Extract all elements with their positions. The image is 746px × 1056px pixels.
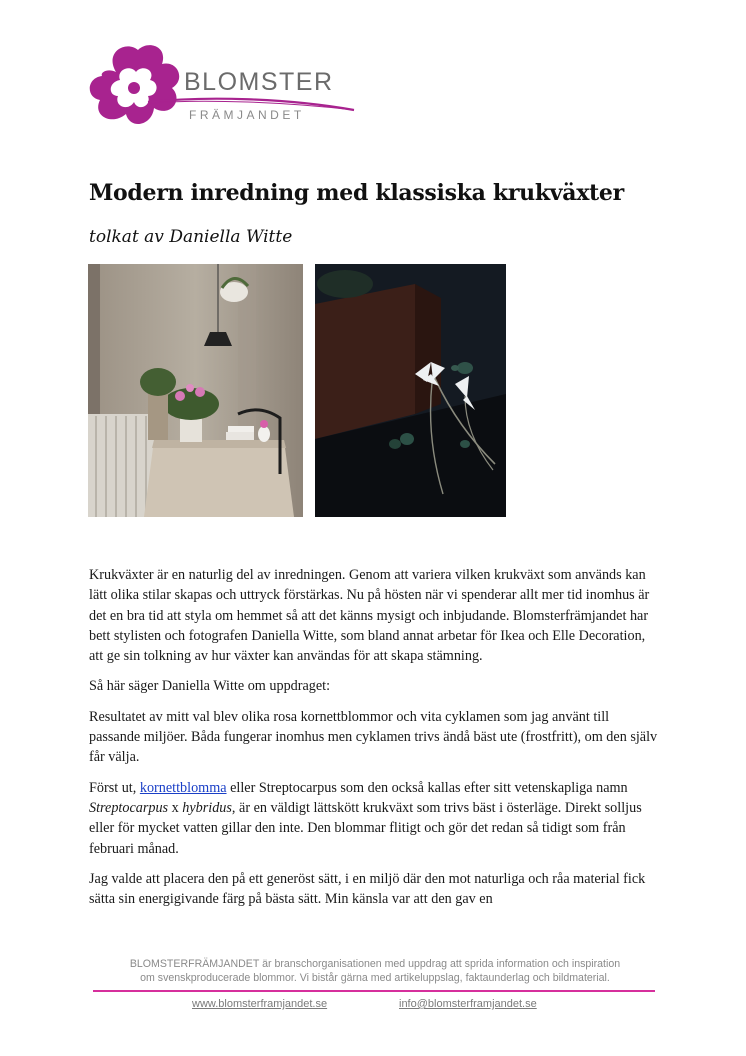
text-span: x (168, 799, 183, 816)
article-title: Modern inredning med klassiska krukväxter (89, 180, 624, 206)
interior-photo (88, 264, 303, 517)
paragraph-streptocarpus (89, 778, 659, 859)
text-span: , är en väldigt lättskött krukväxt som trivs bäst i österläge. Direkt solljus eller för mycket vatten gillar den inte. Den blommar flitigt och gör det redan så tidigt som från februari månad. (89, 799, 642, 857)
article-byline: tolkat av Daniella Witte (89, 227, 293, 247)
paragraph-quote-lead: Så här säger Daniella Witte om uppdraget: (89, 678, 331, 695)
website-link[interactable]: www.blomsterframjandet.se (192, 998, 328, 1010)
kornettblomma-link[interactable]: kornettblomma (139, 779, 227, 796)
latin-name: Streptocarpus (89, 799, 169, 816)
footer-line-2: om svenskproducerade blommor. Vi bistår gärna med artikeluppslag, faktaunderlag och bildmaterial. (140, 972, 610, 984)
logo-subname: FRÄMJANDET (189, 108, 305, 122)
footer-description (92, 957, 658, 985)
brand-logo (86, 42, 366, 137)
paragraph-intro: Krukväxter är en naturlig del av inredningen. Genom att variera vilken krukväxt som används kan lätt olika stilar skapas och uttryck förstärkas. Nu på hösten när vi spenderar allt mer tid inomhus är det en bra tid att styla om hemmet så att det känns mysigt och inbjudande. Blomsterfrämjandet har bett stylisten och fotografen Daniella Witte, som bland annat arbetar för Ikea och Elle Decoration, att ge sin tolkning av hur växter kan användas för att skapa stämning. (89, 567, 650, 665)
latin-name: hybridus (182, 799, 232, 816)
footer-divider (93, 990, 655, 992)
text-span: Först ut, (89, 779, 140, 796)
paragraph-result: Resultatet av mitt val blev olika rosa kornettblommor och vita cyklamen som jag använt till passande miljöer. Båda fungerar inomhus men cyklamen trivs ändå bäst ute (frostfritt), om den själv får välja. (89, 708, 658, 766)
article-body (89, 565, 659, 919)
paragraph-placement: Jag valde att placera den på ett generöst sätt, i en miljö där den mot naturliga och råa material fick sätta sin energigivande färg på bästa sätt. Min känsla var att den gav en (89, 870, 646, 908)
footer-line-1: BLOMSTERFRÄMJANDET är branschorganisationen med uppdrag att sprida information och inspiration (129, 958, 621, 970)
text-span: eller Streptocarpus som den också kallas efter sitt vetenskapliga namn (226, 779, 628, 796)
logo-name: BLOMSTER (184, 68, 334, 96)
email-link[interactable]: info@blomsterframjandet.se (399, 998, 537, 1010)
cyclamen-photo (315, 264, 506, 517)
